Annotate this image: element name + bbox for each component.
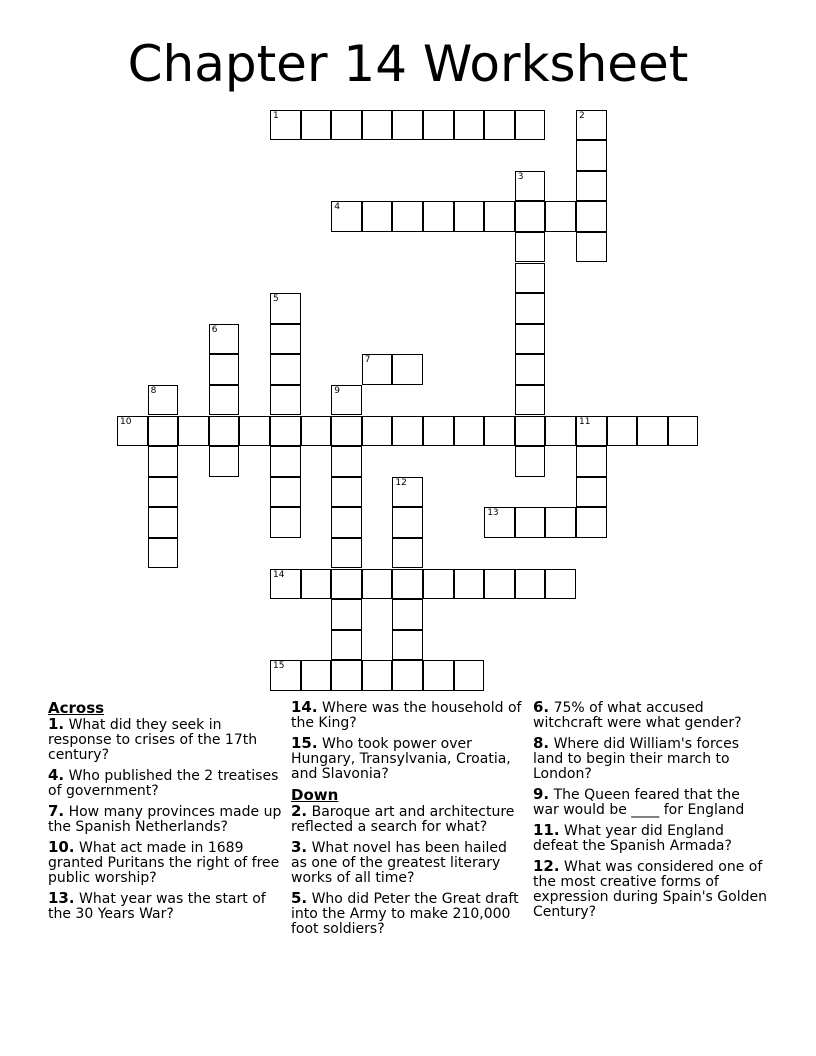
crossword-cell[interactable] xyxy=(178,416,209,447)
clue-number-label: 13. xyxy=(48,889,75,907)
crossword-cell[interactable] xyxy=(454,201,485,232)
clue xyxy=(48,717,284,763)
clue-text: Baroque art and architecture reflected a search for what? xyxy=(291,804,515,835)
clue xyxy=(291,804,527,835)
crossword-cell[interactable] xyxy=(362,416,393,447)
crossword-cell[interactable] xyxy=(301,416,332,447)
clue xyxy=(533,787,769,818)
crossword-cell[interactable] xyxy=(515,171,546,202)
crossword-cell[interactable] xyxy=(484,110,515,141)
clue-number: 15 xyxy=(273,661,285,672)
crossword-cell[interactable] xyxy=(637,416,668,447)
clue-text: 75% of what accused witchcraft were what gender? xyxy=(533,700,742,731)
crossword-cell[interactable] xyxy=(392,416,423,447)
crossword-cell[interactable] xyxy=(515,324,546,355)
crossword-cell[interactable] xyxy=(392,599,423,630)
crossword-cell[interactable] xyxy=(270,477,301,508)
clue-number-label: 2. xyxy=(291,802,308,820)
crossword-cell[interactable] xyxy=(270,385,301,416)
crossword-cell[interactable] xyxy=(484,201,515,232)
clue-number: 13 xyxy=(487,508,499,519)
clue xyxy=(291,891,527,937)
crossword-cell[interactable] xyxy=(576,477,607,508)
crossword-cell[interactable] xyxy=(392,507,423,538)
crossword-cell[interactable] xyxy=(270,446,301,477)
crossword-cell[interactable] xyxy=(392,354,423,385)
crossword-cell[interactable] xyxy=(515,569,546,600)
crossword-cell[interactable] xyxy=(392,477,423,508)
clue-text: Who did Peter the Great draft into the Army to make 210,000 foot soldiers? xyxy=(291,891,519,937)
clue-number: 7 xyxy=(364,355,371,366)
clue-text: Where was the household of the King? xyxy=(291,700,522,731)
clue-number: 4 xyxy=(334,202,340,213)
across-heading: Across xyxy=(48,699,105,717)
clue-number: 14 xyxy=(273,569,285,580)
crossword-cell[interactable] xyxy=(331,569,362,600)
clue-number-label: 7. xyxy=(48,802,65,820)
crossword-cell[interactable] xyxy=(515,446,546,477)
clue-number-label: 8. xyxy=(533,734,550,752)
clue-number: 10 xyxy=(120,416,132,427)
clue-text: What act made in 1689 granted Puritans the right of free public worship? xyxy=(48,840,280,886)
crossword-cell[interactable] xyxy=(209,446,240,477)
crossword-cell[interactable] xyxy=(209,416,240,447)
page-title: Chapter 14 Worksheet xyxy=(127,35,689,93)
clue-number: 3 xyxy=(517,171,524,182)
clue xyxy=(533,736,769,782)
crossword-cell[interactable] xyxy=(117,416,148,447)
clue-text: What did they seek in response to crises of the 17th century? xyxy=(48,717,258,763)
crossword-cell[interactable] xyxy=(392,110,423,141)
crossword-cell[interactable] xyxy=(209,354,240,385)
crossword-cell[interactable] xyxy=(392,630,423,661)
crossword-cell[interactable] xyxy=(331,416,362,447)
clue-number-label: 1. xyxy=(48,715,65,733)
crossword-cell[interactable] xyxy=(576,446,607,477)
crossword-cell[interactable] xyxy=(362,660,393,691)
crossword-cell[interactable] xyxy=(148,385,179,416)
clue-number: 2 xyxy=(579,110,585,121)
clue xyxy=(533,859,769,920)
clue xyxy=(533,700,769,731)
crossword-cell[interactable] xyxy=(545,507,576,538)
crossword-cell[interactable] xyxy=(148,507,179,538)
crossword-cell[interactable] xyxy=(270,354,301,385)
crossword-cell[interactable] xyxy=(331,507,362,538)
clue-column-3 xyxy=(533,700,769,925)
crossword-cell[interactable] xyxy=(423,569,454,600)
crossword-cell[interactable] xyxy=(270,416,301,447)
crossword-cell[interactable] xyxy=(331,110,362,141)
clue-number-label: 14. xyxy=(291,698,318,716)
clue xyxy=(48,891,284,922)
crossword-cell[interactable] xyxy=(270,507,301,538)
clue-number-label: 11. xyxy=(533,821,560,839)
crossword-cell[interactable] xyxy=(392,660,423,691)
clue-number-label: 10. xyxy=(48,838,75,856)
clue-text: The Queen feared that the war would be ____ for England xyxy=(533,787,745,818)
crossword-cell[interactable] xyxy=(392,201,423,232)
clue-number: 1 xyxy=(273,110,279,121)
clue-column-1 xyxy=(48,700,284,927)
clue-text: What year did England defeat the Spanish Armada? xyxy=(533,823,732,854)
crossword-cell[interactable] xyxy=(331,660,362,691)
clue xyxy=(48,768,284,799)
crossword-cell[interactable] xyxy=(239,416,270,447)
crossword-cell[interactable] xyxy=(545,416,576,447)
crossword-cell[interactable] xyxy=(331,201,362,232)
crossword-cell[interactable] xyxy=(209,385,240,416)
crossword-cell[interactable] xyxy=(576,507,607,538)
crossword-cell[interactable] xyxy=(515,354,546,385)
crossword-cell[interactable] xyxy=(515,110,546,141)
crossword-cell[interactable] xyxy=(576,171,607,202)
clue xyxy=(291,700,527,731)
crossword-cell[interactable] xyxy=(576,232,607,263)
down-heading: Down xyxy=(291,786,339,804)
crossword-cell[interactable] xyxy=(454,569,485,600)
clue-number: 11 xyxy=(579,416,591,427)
crossword-cell[interactable] xyxy=(423,201,454,232)
clue-number-label: 6. xyxy=(533,698,550,716)
crossword-cell[interactable] xyxy=(331,538,362,569)
crossword-cell[interactable] xyxy=(362,354,393,385)
crossword-cell[interactable] xyxy=(515,385,546,416)
crossword-cell[interactable] xyxy=(362,110,393,141)
crossword-cell[interactable] xyxy=(270,293,301,324)
crossword-cell[interactable] xyxy=(331,599,362,630)
clue-text: Who took power over Hungary, Transylvania, Croatia, and Slavonia? xyxy=(291,736,511,782)
clue-number-label: 5. xyxy=(291,889,308,907)
crossword-cell[interactable] xyxy=(148,538,179,569)
crossword-cell[interactable] xyxy=(331,385,362,416)
crossword-cell[interactable] xyxy=(423,416,454,447)
clue-number-label: 3. xyxy=(291,838,308,856)
crossword-cell[interactable] xyxy=(331,630,362,661)
clue xyxy=(291,736,527,782)
crossword-cell[interactable] xyxy=(515,507,546,538)
crossword-cell[interactable] xyxy=(454,416,485,447)
clue-number: 6 xyxy=(211,324,218,335)
crossword-cell[interactable] xyxy=(515,293,546,324)
crossword-cell[interactable] xyxy=(576,416,607,447)
crossword-cell[interactable] xyxy=(392,569,423,600)
crossword-cell[interactable] xyxy=(362,201,393,232)
crossword-cell[interactable] xyxy=(270,569,301,600)
clue-number: 8 xyxy=(150,385,157,396)
crossword-cell[interactable] xyxy=(362,569,393,600)
clue xyxy=(48,804,284,835)
clue-number-label: 4. xyxy=(48,766,65,784)
clue-text: How many provinces made up the Spanish Netherlands? xyxy=(48,804,282,835)
crossword-cell[interactable] xyxy=(545,201,576,232)
clue xyxy=(533,823,769,854)
clue-number-label: 9. xyxy=(533,785,550,803)
clue-text: What was considered one of the most creative forms of expression during Spain's Golden Century? xyxy=(533,859,767,920)
crossword-cell[interactable] xyxy=(515,263,546,294)
crossword-cell[interactable] xyxy=(576,110,607,141)
crossword-cell[interactable] xyxy=(331,477,362,508)
crossword-cell[interactable] xyxy=(484,416,515,447)
crossword-cell[interactable] xyxy=(148,477,179,508)
crossword-cell[interactable] xyxy=(515,232,546,263)
crossword-cell[interactable] xyxy=(301,110,332,141)
clue-text: Who published the 2 treatises of government? xyxy=(48,768,279,799)
crossword-cell[interactable] xyxy=(515,416,546,447)
clue xyxy=(291,840,527,886)
clue-text: Where did William's forces land to begin their march to London? xyxy=(533,736,739,782)
crossword-cell[interactable] xyxy=(515,201,546,232)
crossword-cell[interactable] xyxy=(148,446,179,477)
crossword-cell[interactable] xyxy=(576,201,607,232)
clue-number: 9 xyxy=(334,385,340,396)
clue-number-label: 15. xyxy=(291,734,318,752)
crossword-cell[interactable] xyxy=(423,110,454,141)
crossword-cell[interactable] xyxy=(270,110,301,141)
clue-text: What year was the start of the 30 Years War? xyxy=(48,891,266,922)
crossword-cell[interactable] xyxy=(454,110,485,141)
crossword-cell[interactable] xyxy=(545,569,576,600)
crossword-cell[interactable] xyxy=(484,569,515,600)
crossword-cell[interactable] xyxy=(209,324,240,355)
clue xyxy=(48,840,284,886)
crossword-cell[interactable] xyxy=(301,569,332,600)
crossword-cell[interactable] xyxy=(484,507,515,538)
crossword-cell[interactable] xyxy=(423,660,454,691)
crossword-cell[interactable] xyxy=(270,324,301,355)
crossword-cell[interactable] xyxy=(331,446,362,477)
crossword-cell[interactable] xyxy=(301,660,332,691)
crossword-cell[interactable] xyxy=(392,538,423,569)
crossword-cell[interactable] xyxy=(148,416,179,447)
crossword-cell[interactable] xyxy=(454,660,485,691)
clue-column-2 xyxy=(291,700,527,942)
clue-number-label: 12. xyxy=(533,857,560,875)
crossword-cell[interactable] xyxy=(576,140,607,171)
clue-number: 12 xyxy=(395,477,407,488)
crossword-cell[interactable] xyxy=(668,416,699,447)
clue-number: 5 xyxy=(273,294,279,305)
clue-text: What novel has been hailed as one of the greatest literary works of all time? xyxy=(291,840,507,886)
crossword-cell[interactable] xyxy=(270,660,301,691)
crossword-cell[interactable] xyxy=(607,416,638,447)
